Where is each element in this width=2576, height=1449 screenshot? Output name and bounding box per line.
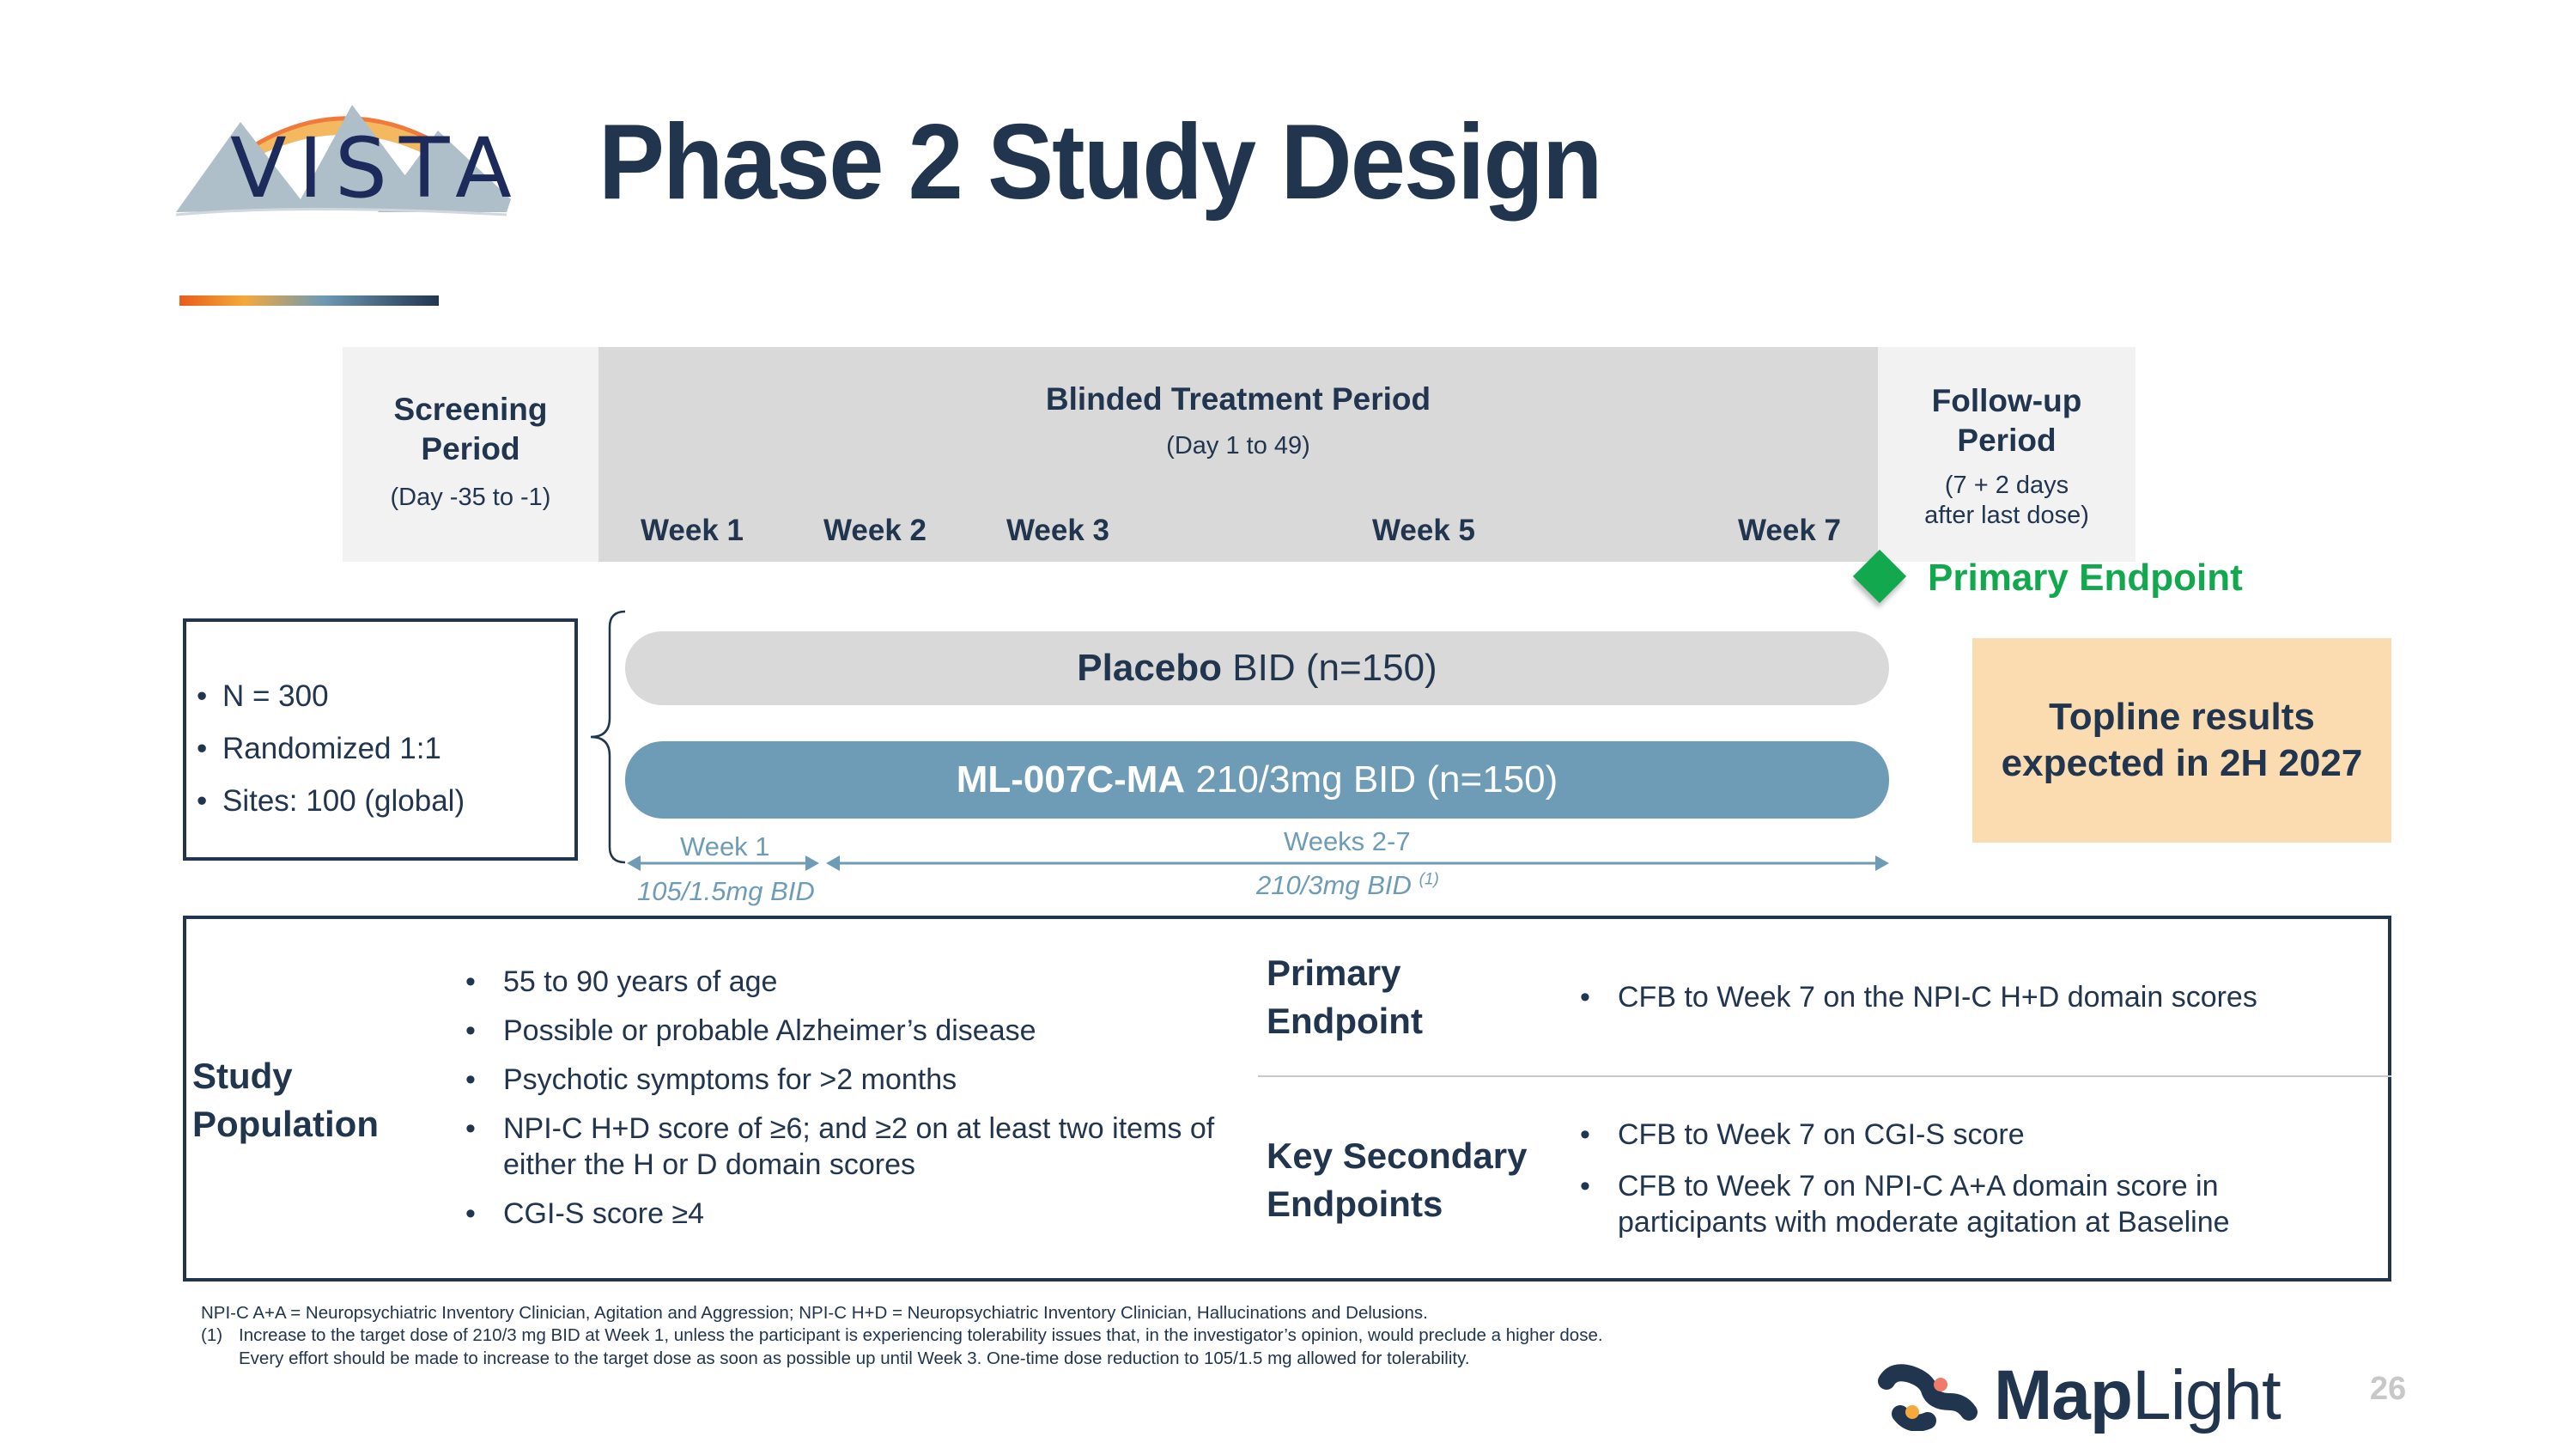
logo-text: VISTA xyxy=(230,120,524,216)
screening-subtitle: (Day -35 to -1) xyxy=(390,484,551,511)
study-population-heading-1: Study xyxy=(192,1056,293,1096)
secondary-endpoints-list xyxy=(1580,1117,2284,1240)
week-label: Week 3 xyxy=(1006,514,1109,547)
page-number: 26 xyxy=(2370,1371,2407,1407)
footnote-ref: (1) xyxy=(1419,870,1439,889)
enrollment-item: • N = 300 xyxy=(197,670,574,722)
enrollment-item: • Sites: 100 (global) xyxy=(197,775,574,827)
abbreviations-footnote: NPI-C A+A = Neuropsychiatric Inventory Clinician, Agitation and Aggression; NPI-C H+D = Neuropsychiatric Inventory Clinician, Hallucinations and Delusions. xyxy=(201,1303,1428,1323)
screening-title-2: Period xyxy=(421,431,520,466)
population-criterion: • Psychotic symptoms for >2 months xyxy=(465,1062,1221,1098)
primary-endpoint-marker-label: Primary Endpoint xyxy=(1928,557,2243,599)
primary-endpoint-heading-1: Primary xyxy=(1267,953,1401,993)
blinded-title: Blinded Treatment Period xyxy=(1045,381,1431,417)
endpoint-divider xyxy=(1258,1075,2391,1077)
weeks2-7-dose-label: Weeks 2-7 xyxy=(1284,826,1411,856)
blinded-subtitle: (Day 1 to 49) xyxy=(1166,432,1310,460)
secondary-endpoint-item: • CFB to Week 7 on CGI-S score xyxy=(1580,1117,2284,1153)
secondary-endpoints-heading-1: Key Secondary xyxy=(1267,1135,1528,1176)
maplight-wordmark-light: Light xyxy=(2132,1356,2281,1434)
blinded-treatment-band xyxy=(598,347,1878,562)
page-title: Phase 2 Study Design xyxy=(598,103,1601,222)
topline-results-callout xyxy=(1972,638,2391,843)
screening-title-1: Screening xyxy=(393,392,548,427)
topline-line2: expected in 2H 2027 xyxy=(2001,742,2363,784)
randomization-brace-icon xyxy=(584,608,627,866)
follow-up-title-2: Period xyxy=(1957,423,2057,458)
placebo-arm-name: Placebo xyxy=(1077,647,1223,689)
placebo-arm-detail: BID (n=150) xyxy=(1222,647,1437,689)
study-population-heading-2: Population xyxy=(192,1104,379,1144)
accent-gradient-bar xyxy=(179,295,439,306)
week-label: Week 5 xyxy=(1372,514,1475,547)
secondary-endpoints-heading-2: Endpoints xyxy=(1267,1184,1443,1224)
week-label: Week 7 xyxy=(1738,514,1841,547)
primary-endpoint-heading-2: Endpoint xyxy=(1267,1001,1423,1041)
maplight-wordmark-bold: Map xyxy=(1994,1356,2132,1434)
population-criterion: • NPI-C H+D score of ≥6; and ≥2 on at least two items of either the H or D domain scores xyxy=(465,1111,1221,1183)
maplight-wordmark xyxy=(1994,1355,2281,1436)
screening-period-band xyxy=(343,347,598,562)
primary-endpoint-list xyxy=(1580,979,2353,1015)
enrollment-box xyxy=(183,618,578,861)
drug-arm-name: ML-007C-MA xyxy=(956,758,1186,801)
secondary-endpoints-heading xyxy=(1267,1132,1527,1228)
follow-up-subtitle-1: (7 + 2 days xyxy=(1944,472,2069,499)
study-population-heading xyxy=(192,1052,379,1148)
footnote-1-marker: (1) xyxy=(201,1325,223,1345)
drug-arm-detail: 210/3mg BID (n=150) xyxy=(1185,758,1558,801)
footnote-1-line1: Increase to the target dose of 210/3 mg BID at Week 1, unless the participant is experiencing tolerability issues that, in the investigator’s opinion, would preclude a higher dose. xyxy=(239,1325,1603,1345)
week-label: Week 1 xyxy=(641,514,744,547)
week1-dose-value: 105/1.5mg BID xyxy=(637,876,815,906)
weeks2-7-dose-value xyxy=(1256,870,1439,901)
study-population-list xyxy=(465,964,1221,1232)
footnote-1-line2: Every effort should be made to increase to the target dose as soon as possible up until Week 3. One-time dose reduction to 105/1.5 mg allowed for tolerability. xyxy=(239,1349,1470,1368)
primary-endpoint-item: • CFB to Week 7 on the NPI-C H+D domain scores xyxy=(1580,979,2353,1015)
population-criterion: • CGI-S score ≥4 xyxy=(465,1196,1221,1232)
topline-line1: Topline results xyxy=(2049,696,2315,738)
enrollment-item: • Randomized 1:1 xyxy=(197,722,574,775)
follow-up-subtitle-2: after last dose) xyxy=(1924,502,2089,529)
follow-up-title-1: Follow-up xyxy=(1931,383,2082,418)
secondary-endpoint-item: • CFB to Week 7 on NPI-C A+A domain score in participants with moderate agitation at Baseline xyxy=(1580,1168,2284,1240)
week1-dose-label: Week 1 xyxy=(680,831,770,861)
population-criterion: • 55 to 90 years of age xyxy=(465,964,1221,1000)
placebo-arm-bar xyxy=(625,631,1889,705)
weeks2-7-dose-text: 210/3mg BID xyxy=(1256,870,1412,900)
vista-logo xyxy=(172,96,524,221)
drug-arm-bar xyxy=(625,741,1889,819)
follow-up-period-band xyxy=(1878,347,2136,562)
maplight-logo-icon xyxy=(1876,1364,1979,1431)
population-criterion: • Possible or probable Alzheimer’s disease xyxy=(465,1013,1221,1049)
week-label: Week 2 xyxy=(823,514,927,547)
primary-endpoint-heading xyxy=(1267,949,1423,1045)
